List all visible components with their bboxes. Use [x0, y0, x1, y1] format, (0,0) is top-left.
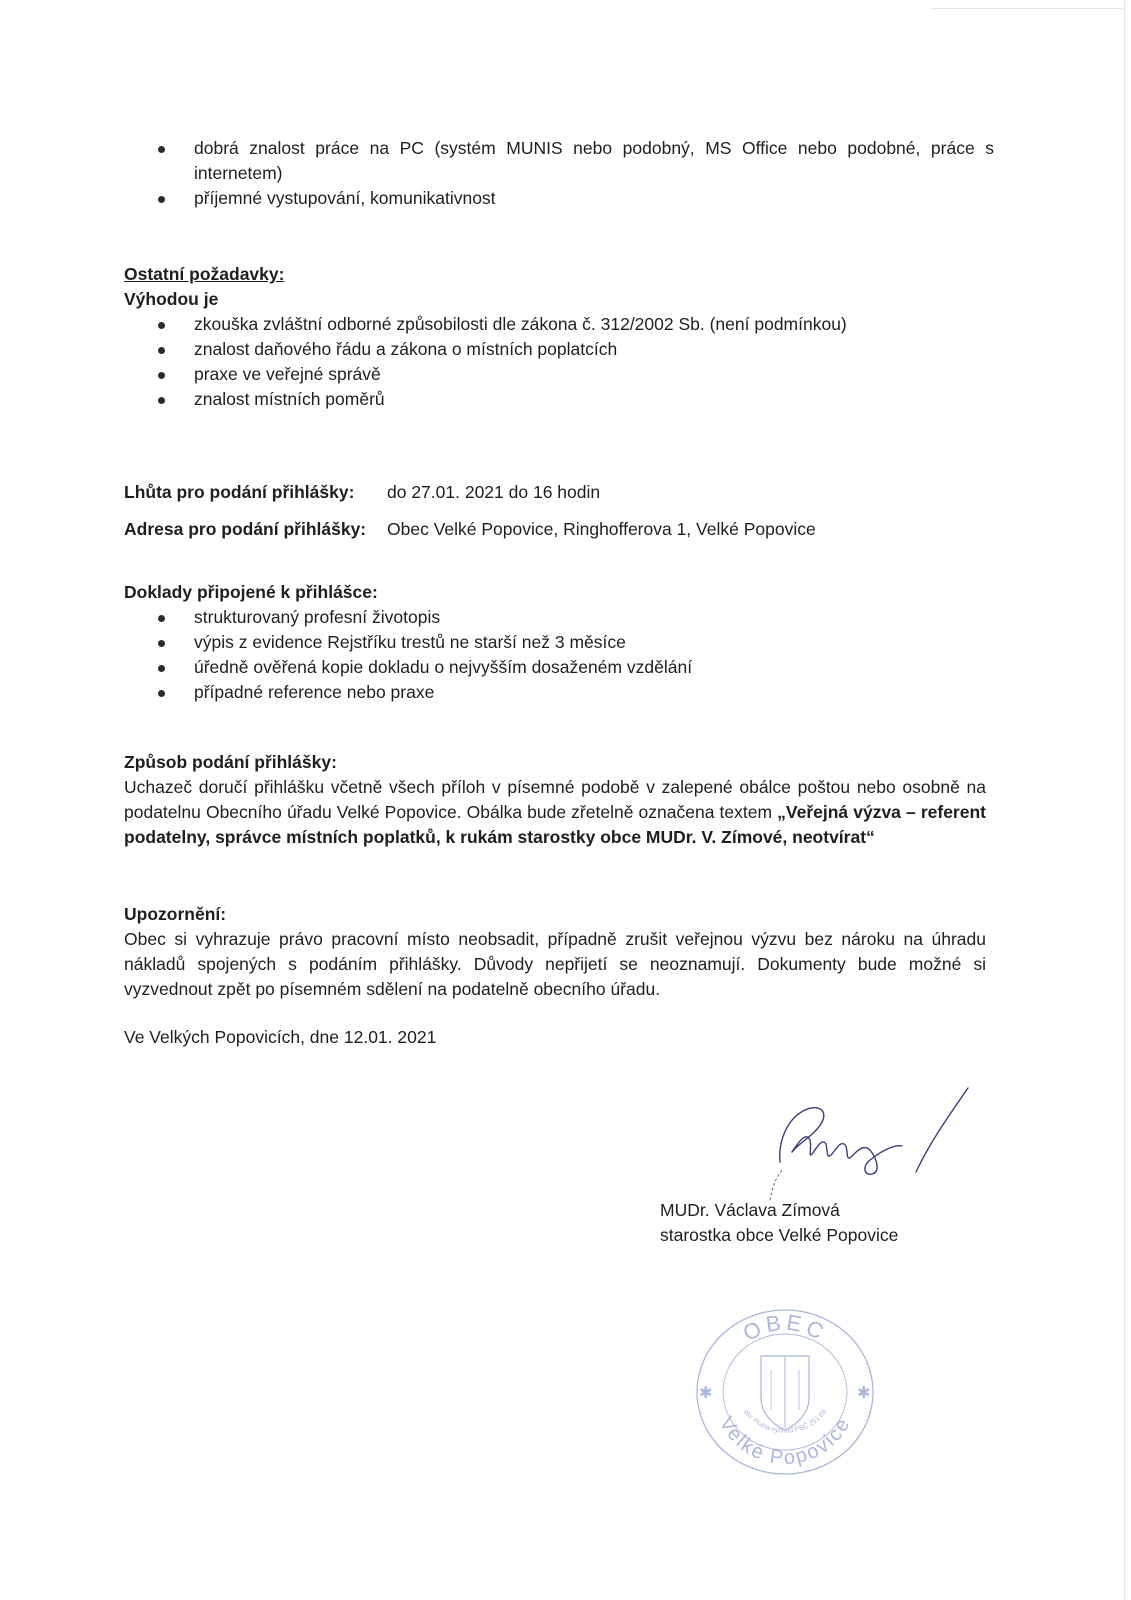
- other-requirements-section: [124, 262, 994, 412]
- other-requirements-heading: Ostatní požadavky:: [124, 264, 285, 284]
- deadline-row: [124, 480, 601, 505]
- signatory-name: MUDr. Václava Zímová: [660, 1200, 840, 1220]
- place-date: Ve Velkých Popovicích, dne 12.01. 2021: [124, 1027, 437, 1047]
- list-item: znalost místních poměrů: [124, 387, 994, 412]
- notice-heading: Upozornění:: [124, 904, 227, 924]
- deadline-label: Lhůta pro podání přihlášky:: [124, 482, 355, 502]
- stamp-top-text: OBEC: [738, 1309, 832, 1347]
- scan-edge: [1124, 0, 1125, 1600]
- list-item: dobrá znalost práce na PC (systém MUNIS nebo podobný, MS Office nebo podobné, práce s internetem): [124, 136, 994, 186]
- notice-paragraph: Obec si vyhrazuje právo pracovní místo neobsadit, případně zrušit veřejnou výzvu bez nároku na úhradu nákladů spojených s podáním přihlášky. Důvody nepřijetí se neoznamují. Dokumenty bude možné si vyzvednout zpět po písemném sdělení na podatelně obecního úřadu.: [124, 929, 986, 999]
- deadline-value: do 27.01. 2021 do 16 hodin: [387, 482, 601, 502]
- submission-section: [124, 750, 986, 850]
- scan-edge-top: [930, 8, 1125, 9]
- skills-list: [124, 136, 994, 211]
- list-item: případné reference nebo praxe: [124, 680, 994, 705]
- documents-section: [124, 580, 994, 705]
- skills-list-section: [124, 136, 994, 211]
- envelope-label-text: „Veřejná výzva – referent podatelny, správce místních poplatků, k rukám starostky obce MUDr. V. Zímové, neotvírat“: [124, 802, 986, 847]
- list-item: znalost daňového řádu a zákona o místních poplatcích: [124, 337, 994, 362]
- advantage-list: [124, 312, 994, 412]
- official-stamp: [685, 1300, 885, 1480]
- submission-text: Uchazeč doručí přihlášku včetně všech příloh v písemné podobě v zalepené obálce poštou nebo osobně na podatelnu Obecního úřadu Velké Popovice. Obálka bude zřetelně označena textem: [124, 777, 986, 822]
- notice-section: [124, 902, 986, 1002]
- signatory-block: [660, 1198, 960, 1248]
- list-item: příjemné vystupování, komunikativnost: [124, 186, 994, 211]
- list-item: zkouška zvláštní odborné způsobilosti dle zákona č. 312/2002 Sb. (není podmínkou): [124, 312, 994, 337]
- star-icon: ✱: [699, 1383, 713, 1402]
- list-item: praxe ve veřejné správě: [124, 362, 994, 387]
- handwritten-signature: [730, 1080, 970, 1210]
- signatory-title: starostka obce Velké Popovice: [660, 1225, 899, 1245]
- advantage-subheading: Výhodou je: [124, 289, 219, 309]
- address-row: [124, 517, 816, 542]
- documents-list: [124, 605, 994, 705]
- list-item: strukturovaný profesní životopis: [124, 605, 994, 630]
- stamp-bottom-text: Velké Popovice: [714, 1413, 856, 1470]
- stamp-inner-text: okr. Praha-východ PSČ 251 69: [741, 1408, 829, 1435]
- documents-heading: Doklady připojené k přihlášce:: [124, 582, 378, 602]
- address-value: Obec Velké Popovice, Ringhofferova 1, Velké Popovice: [387, 519, 816, 539]
- list-item: výpis z evidence Rejstříku trestů ne starší než 3 měsíce: [124, 630, 994, 655]
- list-item: úředně ověřená kopie dokladu o nejvyšším dosaženém vzdělání: [124, 655, 994, 680]
- address-label: Adresa pro podání přihlášky:: [124, 519, 367, 539]
- submission-heading: Způsob podání přihlášky:: [124, 752, 337, 772]
- star-icon: ✱: [857, 1383, 871, 1402]
- submission-paragraph: [124, 775, 986, 850]
